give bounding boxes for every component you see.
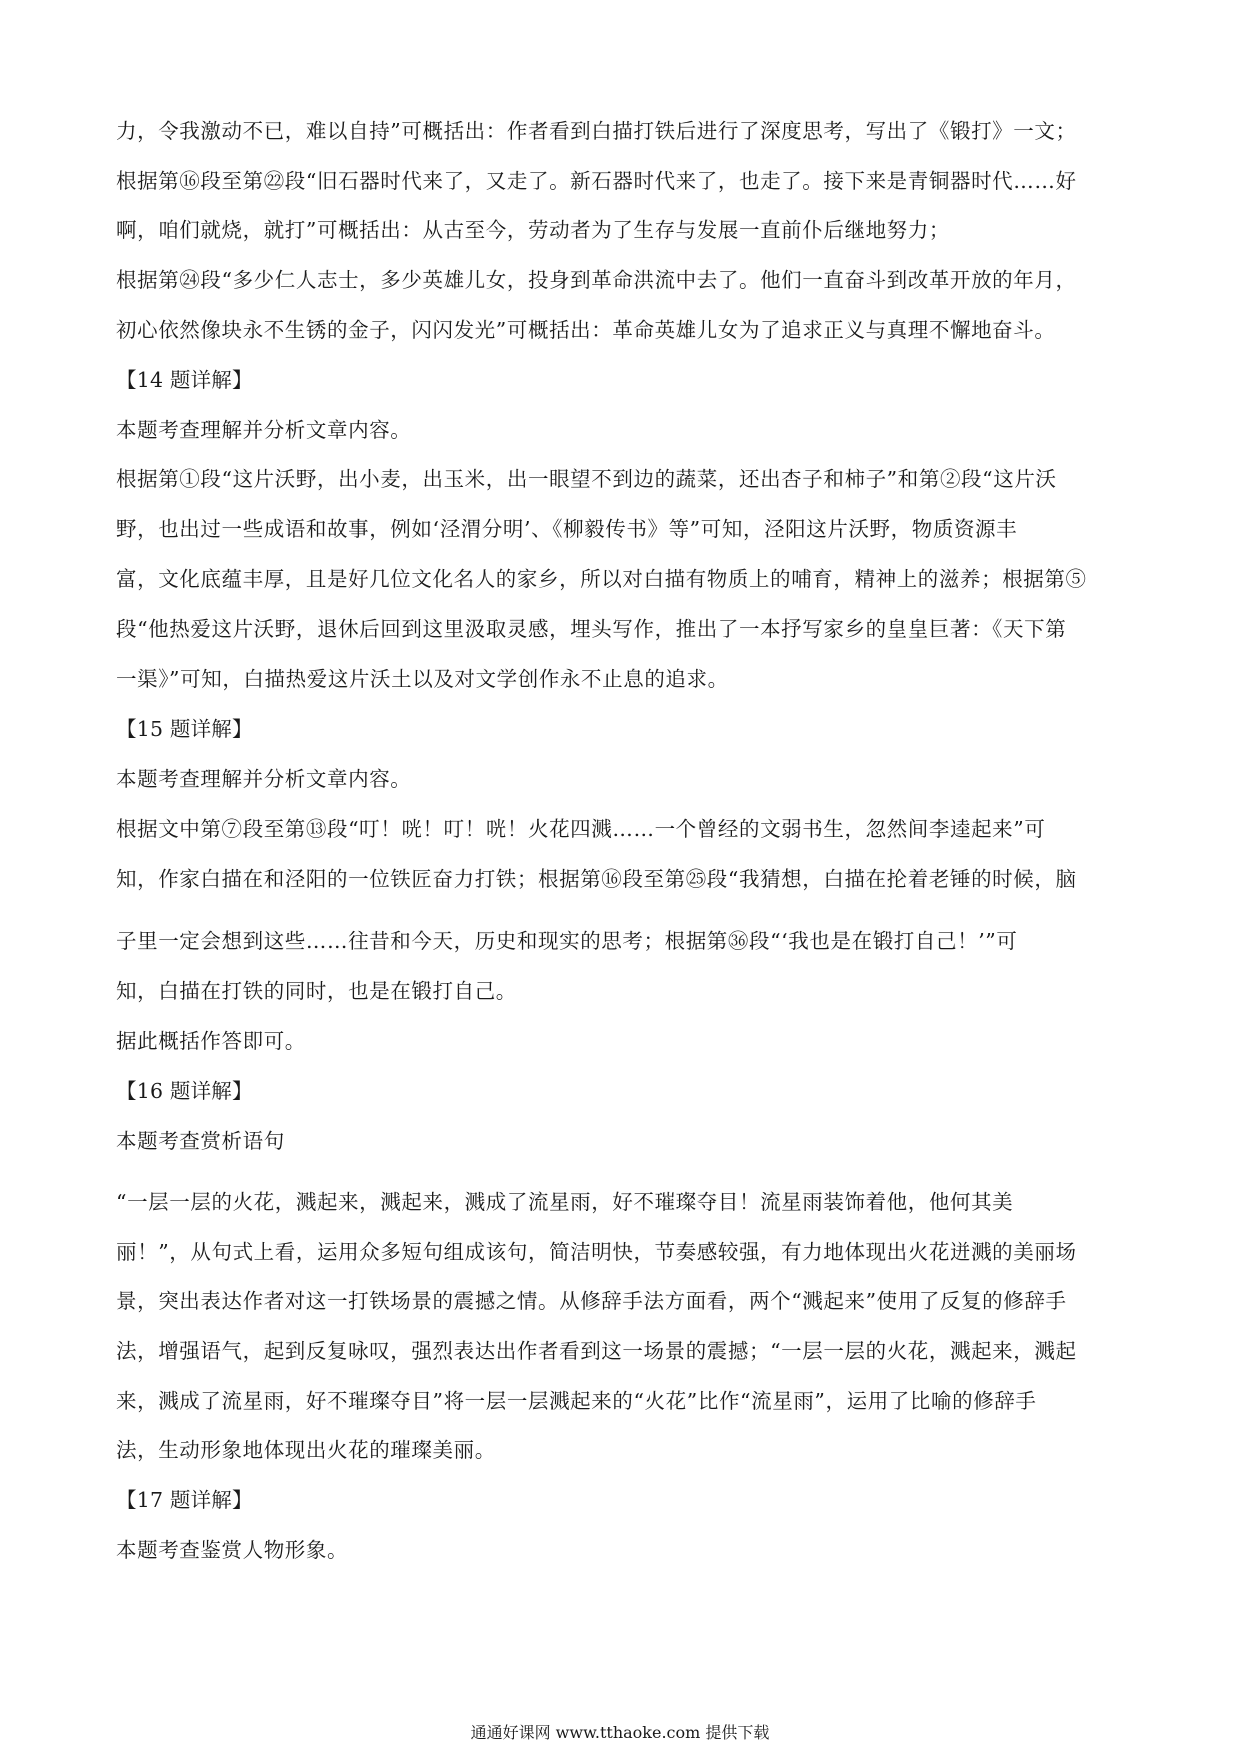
text-line: 一渠》”可知，白描热爱这片沃土以及对文学创作永不止息的追求。 <box>116 666 729 691</box>
text-line: 据此概括作答即可。 <box>116 1028 306 1053</box>
text-line: 根据第㉔段“多少仁人志士，多少英雄儿女，投身到革命洪流中去了。他们一直奋斗到改革开放的年月， <box>116 267 1077 292</box>
text-line: 本题考查赏析语句 <box>116 1128 285 1153</box>
section-heading: 【16 题详解】 <box>116 1078 253 1103</box>
text-line: 来，溅成了流星雨，好不璀璨夺目”将一层一层溅起来的“火花”比作“流星雨”，运用了比喻的修辞手 <box>116 1388 1037 1413</box>
text-line: 富，文化底蕴丰厚，且是好几位文化名人的家乡，所以对白描有物质上的哺育，精神上的滋养；根据第⑤ <box>116 566 1087 591</box>
text-line: 根据文中第⑦段至第⑬段“叮！咣！叮！咣！火花四溅……一个曾经的文弱书生，忽然间李逵起来”可 <box>116 816 1046 841</box>
text-line: 法，生动形象地体现出火花的璀璨美丽。 <box>116 1437 496 1462</box>
text-line: 知，作家白描在和泾阳的一位铁匠奋力打铁；根据第⑯段至第㉕段“我猜想，白描在抡着老锤的时候，脑 <box>116 866 1077 891</box>
text-line: 法，增强语气，起到反复咏叹，强烈表达出作者看到这一场景的震撼；“一层一层的火花，溅起来，溅起 <box>116 1338 1077 1363</box>
text-line: 子里一定会想到这些……往昔和今天，历史和现实的思考；根据第㊱段“‘我也是在锻打自己！’”可 <box>116 928 1018 953</box>
text-line: 野，也出过一些成语和故事，例如‘泾渭分明’、《柳毅传书》等”可知，泾阳这片沃野，物质资源丰 <box>116 516 1018 541</box>
text-line: 丽！”，从句式上看，运用众多短句组成该句，简洁明快，节奏感较强，有力地体现出火花迸溅的美丽场 <box>116 1239 1077 1264</box>
text-line: 本题考查鉴赏人物形象。 <box>116 1537 349 1562</box>
text-line: 知，白描在打铁的同时，也是在锻打自己。 <box>116 978 517 1003</box>
text-line: 根据第①段“这片沃野，出小麦，出玉米，出一眼望不到边的蔬菜，还出杏子和柿子”和第②段“这片沃 <box>116 466 1057 491</box>
text-line: 啊，咱们就烧，就打”可概括出：从古至今，劳动者为了生存与发展一直前仆后继地努力； <box>116 217 950 242</box>
text-line: 力，令我激动不已，难以自持”可概括出：作者看到白描打铁后进行了深度思考，写出了《锻打》一文； <box>116 118 1077 143</box>
text-line: “一层一层的火花，溅起来，溅起来，溅成了流星雨，好不璀璨夺目！流星雨装饰着他，他何其美 <box>116 1189 1014 1214</box>
text-line: 景，突出表达作者对这一打铁场景的震撼之情。从修辞手法方面看，两个“溅起来”使用了反复的修辞手 <box>116 1288 1067 1313</box>
text-line: 本题考查理解并分析文章内容。 <box>116 417 412 442</box>
section-heading: 【14 题详解】 <box>116 367 253 392</box>
text-line: 初心依然像块永不生锈的金子，闪闪发光”可概括出：革命英雄儿女为了追求正义与真理不懈地奋斗。 <box>116 317 1056 342</box>
section-heading: 【17 题详解】 <box>116 1487 253 1512</box>
text-line: 段“他热爱这片沃野，退休后回到这里汲取灵感，埋头写作，推出了一本抒写家乡的皇皇巨著：《天下第 <box>116 616 1067 641</box>
section-heading: 【15 题详解】 <box>116 716 253 741</box>
page-footer: 通通好课网 www.tthaoke.com 提供下载 <box>470 1723 770 1742</box>
text-line: 本题考查理解并分析文章内容。 <box>116 766 412 791</box>
text-line: 根据第⑯段至第㉒段“旧石器时代来了，又走了。新石器时代来了，也走了。接下来是青铜器时代……好 <box>116 168 1077 193</box>
